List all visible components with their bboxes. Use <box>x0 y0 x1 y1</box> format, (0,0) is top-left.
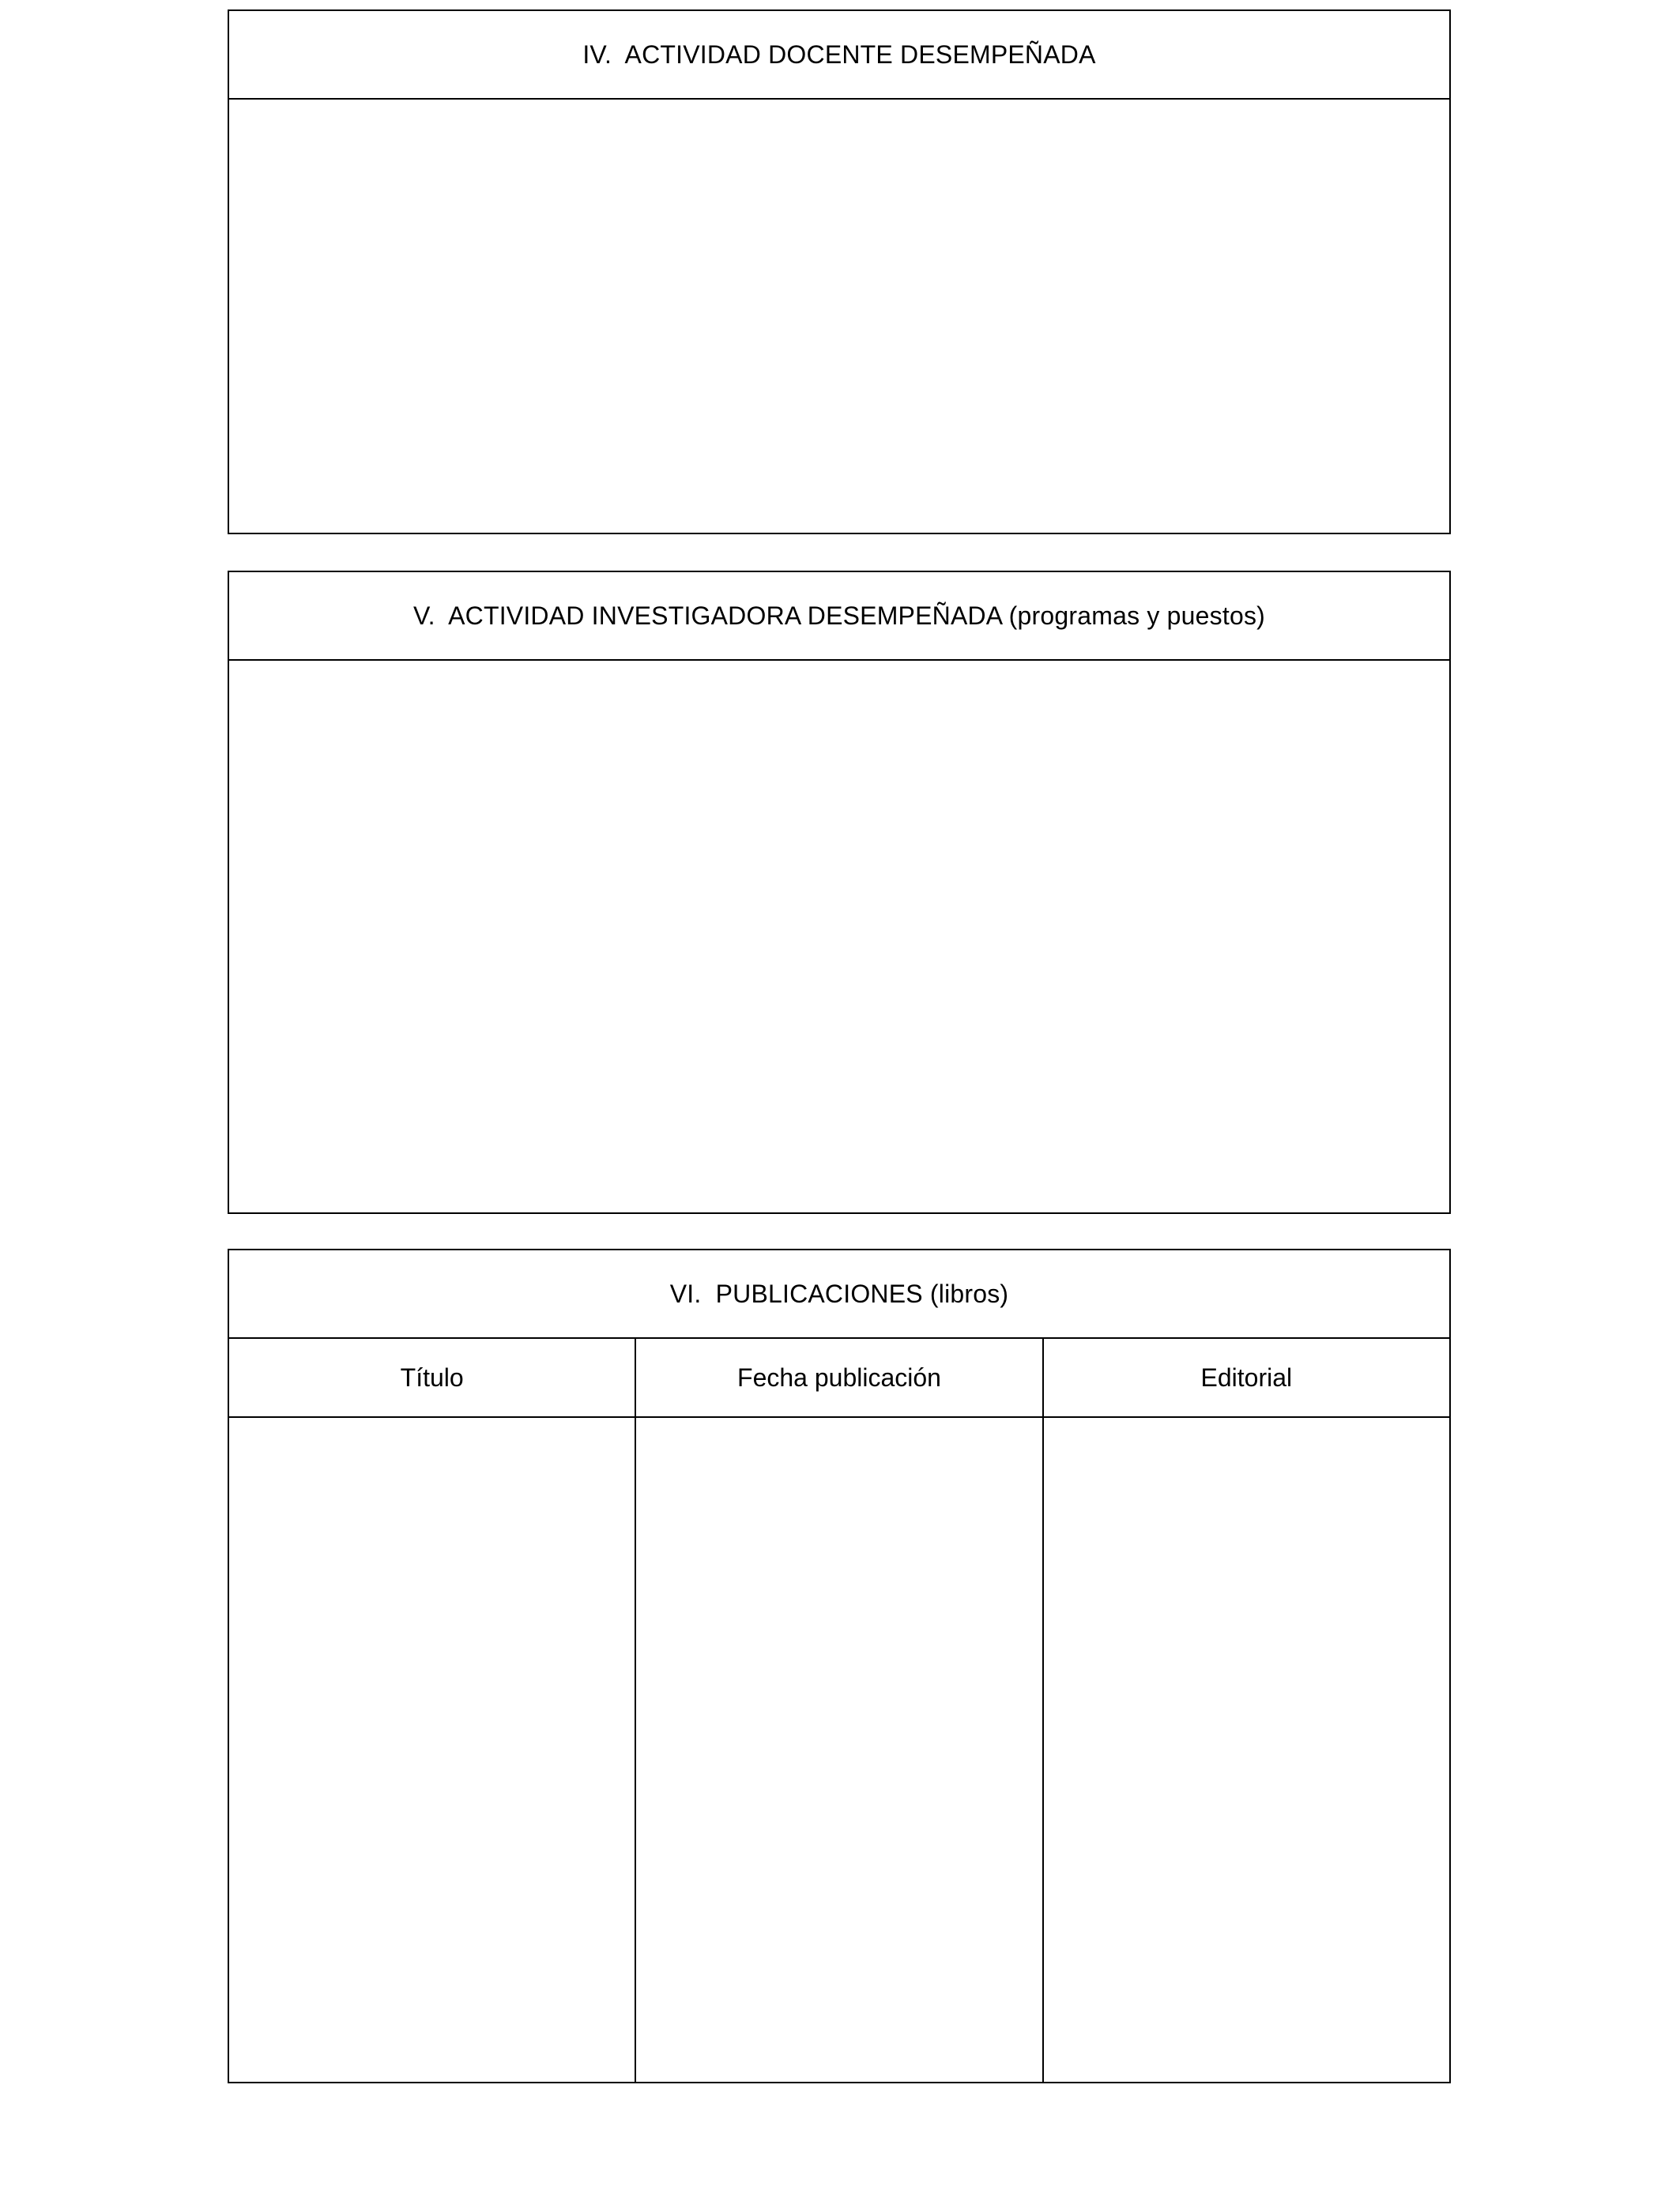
section-publicaciones <box>228 1249 1451 2083</box>
column-header: Título <box>229 1339 635 1418</box>
column-titulo <box>229 1339 635 2082</box>
section-actividad-investigadora <box>228 571 1451 1214</box>
column-fecha-publicacion <box>635 1339 1042 2082</box>
fecha-publicacion-field[interactable] <box>636 1418 1042 2082</box>
column-editorial <box>1042 1339 1449 2082</box>
section-title: IV. ACTIVIDAD DOCENTE DESEMPEÑADA <box>229 11 1449 100</box>
section-title: V. ACTIVIDAD INVESTIGADORA DESEMPEÑADA (programas y puestos) <box>229 572 1449 661</box>
section-actividad-docente <box>228 9 1451 534</box>
publicaciones-table <box>229 1339 1449 2082</box>
column-header: Fecha publicación <box>636 1339 1042 1418</box>
titulo-field[interactable] <box>229 1418 635 2082</box>
editorial-field[interactable] <box>1044 1418 1449 2082</box>
column-header: Editorial <box>1044 1339 1449 1418</box>
section-title: VI. PUBLICACIONES (libros) <box>229 1250 1449 1339</box>
